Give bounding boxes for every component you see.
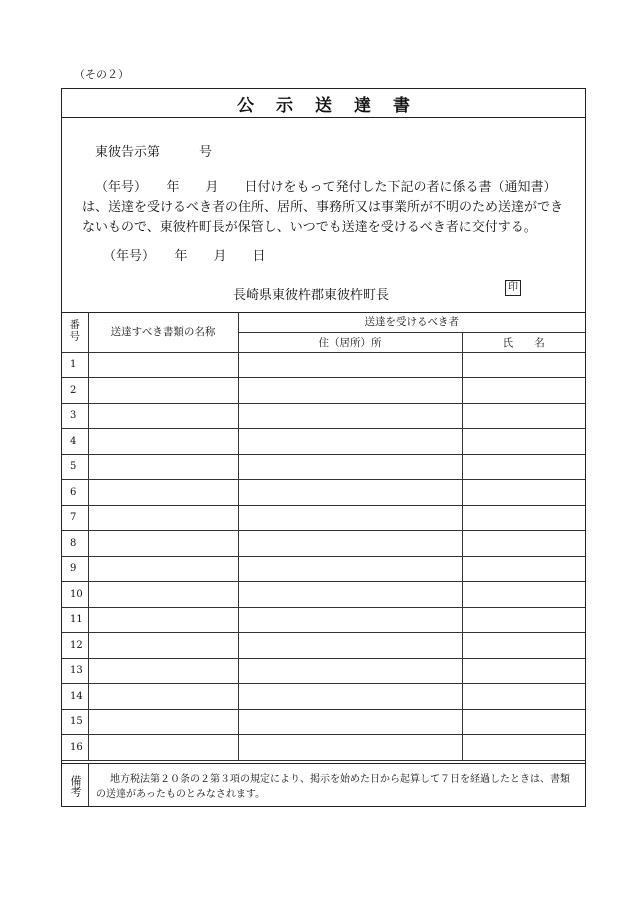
row-number: 11	[62, 607, 88, 633]
document-name-cell[interactable]	[88, 403, 238, 429]
name-cell[interactable]	[462, 658, 585, 684]
header-name: 氏 名	[462, 332, 585, 352]
name-cell[interactable]	[462, 607, 585, 633]
name-cell[interactable]	[462, 352, 585, 378]
address-cell[interactable]	[238, 607, 462, 633]
remarks-section	[62, 763, 585, 807]
name-cell[interactable]	[462, 556, 585, 582]
row-number: 14	[62, 684, 88, 710]
document-name-cell[interactable]	[88, 633, 238, 659]
name-cell[interactable]	[462, 505, 585, 531]
notice-body-rest: は、送達を受けるべき者の住所、居所、事務所又は事業所が不明のため送達ができないもので、東彼杵町長が保管し、いつでも送達を受けるべき者に交付する。	[82, 200, 564, 235]
document-name-cell[interactable]	[88, 505, 238, 531]
address-cell[interactable]	[238, 633, 462, 659]
row-number: 9	[62, 556, 88, 582]
document-name-cell[interactable]	[88, 480, 238, 506]
address-cell[interactable]	[238, 505, 462, 531]
name-cell[interactable]	[462, 429, 585, 455]
row-number: 4	[62, 429, 88, 455]
document-name-cell[interactable]	[88, 454, 238, 480]
remarks-label: 備考	[62, 764, 89, 807]
row-number: 16	[62, 735, 88, 761]
header-document-name: 送達すべき書類の名称	[88, 312, 238, 352]
notice-body-line1: （年号） 年 月 日付けをもって発付した下記の者に係る書（通知書）	[95, 180, 557, 195]
header-recipient: 送達を受けるべき者	[238, 312, 585, 332]
address-cell[interactable]	[238, 582, 462, 608]
document-name-cell[interactable]	[88, 709, 238, 735]
address-cell[interactable]	[238, 454, 462, 480]
table-row	[62, 531, 585, 557]
table-row	[62, 658, 585, 684]
address-cell[interactable]	[238, 735, 462, 761]
row-number: 7	[62, 505, 88, 531]
row-number: 8	[62, 531, 88, 557]
document-name-cell[interactable]	[88, 429, 238, 455]
name-cell[interactable]	[462, 709, 585, 735]
table-row	[62, 633, 585, 659]
table-row	[62, 403, 585, 429]
name-cell[interactable]	[462, 480, 585, 506]
table-row	[62, 607, 585, 633]
row-number: 2	[62, 378, 88, 404]
remarks-text: 地方税法第２０条の２第３項の規定により、掲示を始めた日から起算して７日を経過したときは、書類の送達があったものとみなされます。	[96, 774, 570, 800]
document-name-cell[interactable]	[88, 531, 238, 557]
header-number: 番号	[62, 312, 88, 352]
table-row	[62, 480, 585, 506]
notice-number: 東彼告示第 号	[95, 145, 213, 160]
row-number: 13	[62, 658, 88, 684]
table-row	[62, 709, 585, 735]
address-cell[interactable]	[238, 556, 462, 582]
seal-stamp: 印	[505, 280, 521, 296]
address-cell[interactable]	[238, 531, 462, 557]
table-row	[62, 505, 585, 531]
page-note: （その２）	[74, 68, 129, 81]
document-name-cell[interactable]	[88, 556, 238, 582]
address-cell[interactable]	[238, 480, 462, 506]
address-cell[interactable]	[238, 378, 462, 404]
table-row	[62, 454, 585, 480]
recipient-table	[62, 312, 585, 761]
document-name-cell[interactable]	[88, 735, 238, 761]
name-cell[interactable]	[462, 531, 585, 557]
name-cell[interactable]	[462, 582, 585, 608]
row-number: 3	[62, 403, 88, 429]
document-name-cell[interactable]	[88, 684, 238, 710]
table-row	[62, 684, 585, 710]
row-number: 12	[62, 633, 88, 659]
name-cell[interactable]	[462, 454, 585, 480]
table-row	[62, 735, 585, 761]
notice-body	[82, 178, 566, 238]
table-row	[62, 378, 585, 404]
public-notice-form	[61, 88, 586, 807]
header-address: 住（居所）所	[238, 332, 462, 352]
mayor-title: 長崎県東彼杵郡東彼杵町長	[233, 288, 390, 303]
table-row	[62, 352, 585, 378]
document-name-cell[interactable]	[88, 352, 238, 378]
name-cell[interactable]	[462, 633, 585, 659]
address-cell[interactable]	[238, 658, 462, 684]
address-cell[interactable]	[238, 429, 462, 455]
row-number: 1	[62, 352, 88, 378]
row-number: 15	[62, 709, 88, 735]
address-cell[interactable]	[238, 352, 462, 378]
table-row	[62, 582, 585, 608]
table-row	[62, 556, 585, 582]
name-cell[interactable]	[462, 403, 585, 429]
title-bar	[62, 89, 585, 118]
name-cell[interactable]	[462, 378, 585, 404]
document-name-cell[interactable]	[88, 658, 238, 684]
document-name-cell[interactable]	[88, 582, 238, 608]
row-number: 10	[62, 582, 88, 608]
table-row	[62, 429, 585, 455]
address-cell[interactable]	[238, 684, 462, 710]
notice-section	[62, 117, 585, 313]
document-name-cell[interactable]	[88, 378, 238, 404]
address-cell[interactable]	[238, 709, 462, 735]
row-number: 5	[62, 454, 88, 480]
name-cell[interactable]	[462, 735, 585, 761]
date-line: （年号） 年 月 日	[103, 249, 266, 264]
form-title: 公示送達書	[237, 95, 432, 116]
document-name-cell[interactable]	[88, 607, 238, 633]
name-cell[interactable]	[462, 684, 585, 710]
row-number: 6	[62, 480, 88, 506]
address-cell[interactable]	[238, 403, 462, 429]
